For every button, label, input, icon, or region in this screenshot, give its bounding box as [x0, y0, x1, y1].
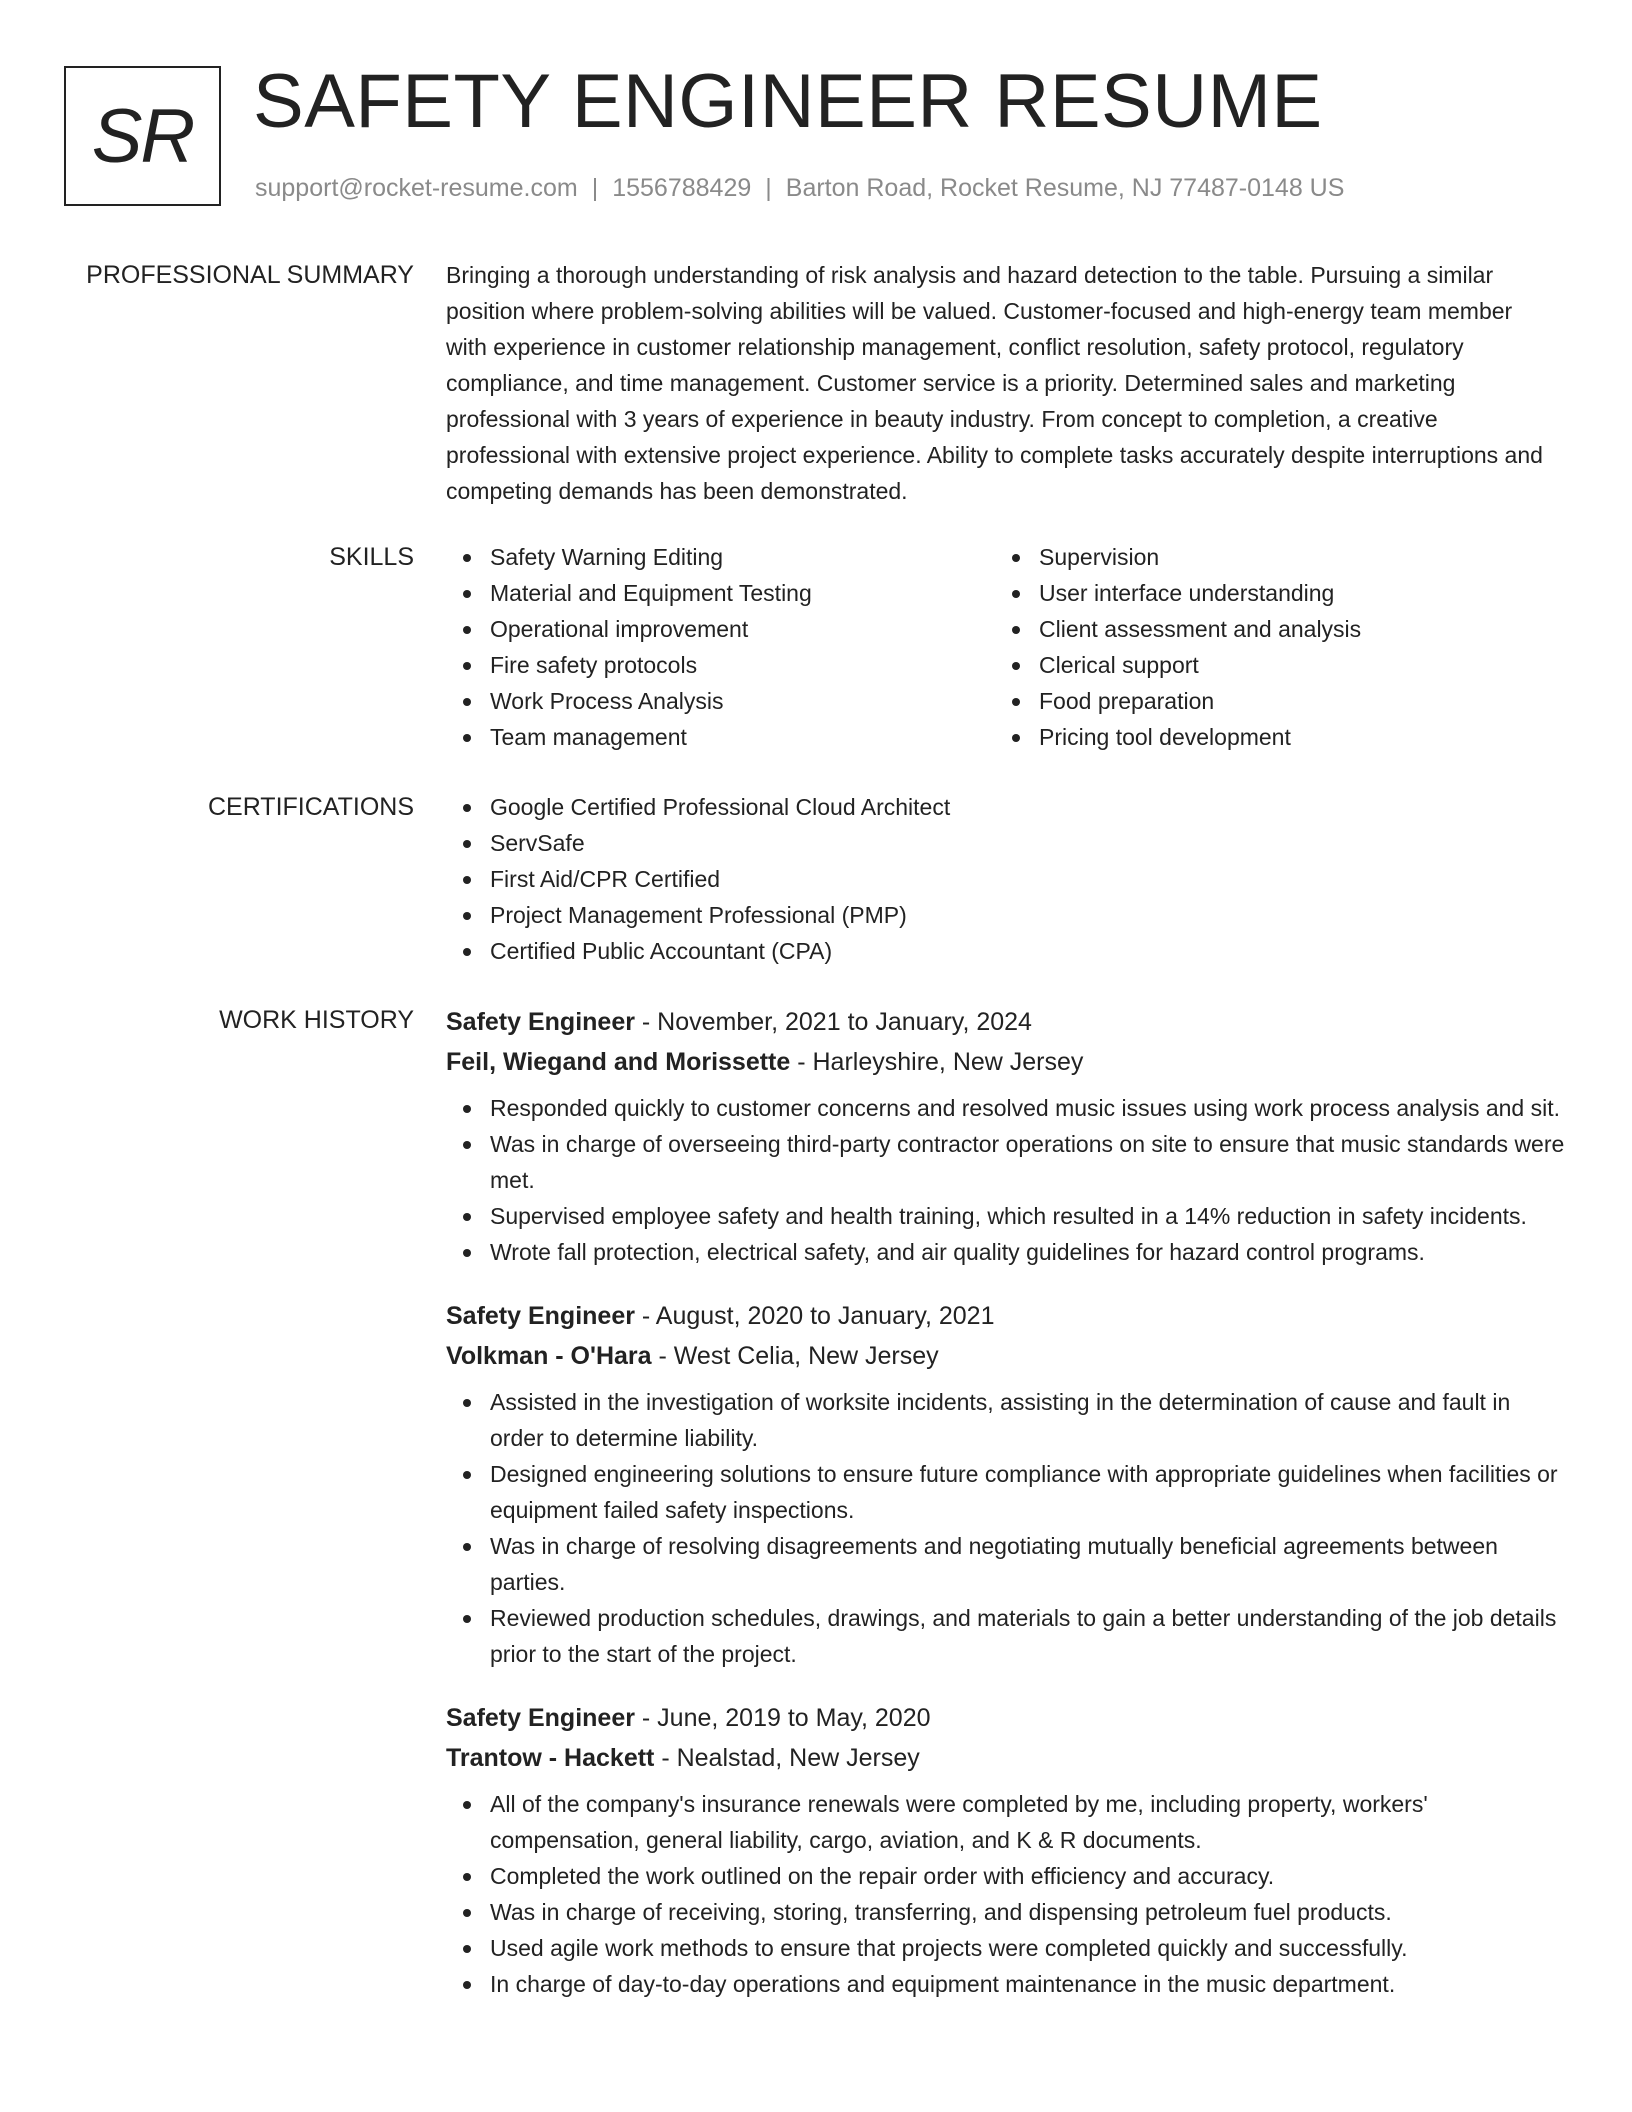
skills-heading: SKILLS: [329, 543, 414, 571]
job-dates: November, 2021 to January, 2024: [657, 1008, 1032, 1036]
job-entry: [446, 1296, 1566, 1672]
job-company: Feil, Wiegand and Morissette: [446, 1048, 791, 1076]
certification-item: ServSafe: [446, 825, 1566, 861]
skill-item: Material and Equipment Testing: [446, 575, 995, 611]
skill-item: Food preparation: [995, 683, 1544, 719]
job-location: West Celia, New Jersey: [673, 1342, 939, 1370]
job-dates: August, 2020 to January, 2021: [655, 1302, 995, 1330]
summary-text: Bringing a thorough understanding of risk analysis and hazard detection to the table. Pursuing a similar position where problem-solving abilities will be valued. Customer-focused and high-energy team member with experience in customer relationship management, conflict resolution, safety protocol, regulatory compliance, and time management. Customer service is a priority. Determined sales and marketing professional with 3 years of experience in beauty industry. From concept to completion, a creative professional with extensive project experience. Ability to complete tasks accurately despite interruptions and competing demands has been demonstrated.: [446, 262, 1543, 504]
job-bullet: Reviewed production schedules, drawings, and materials to gain a better understanding of the job details prior to the start of the project.: [446, 1600, 1566, 1672]
job-bullet: Supervised employee safety and health training, which resulted in a 14% reduction in safety incidents.: [446, 1198, 1566, 1234]
certification-item: First Aid/CPR Certified: [446, 861, 1566, 897]
skills-column-left: [446, 539, 995, 755]
monogram-logo: SR: [64, 66, 221, 206]
contact-line: [255, 174, 1344, 203]
certification-item: Certified Public Accountant (CPA): [446, 933, 1566, 969]
skill-item: Client assessment and analysis: [995, 611, 1544, 647]
skill-item: Pricing tool development: [995, 719, 1544, 755]
skill-item: Supervision: [995, 539, 1544, 575]
skill-item: Team management: [446, 719, 995, 755]
contact-separator: |: [591, 174, 599, 202]
contact-separator: |: [765, 174, 772, 202]
job-bullet: All of the company's insurance renewals were completed by me, including property, workers' compensation, general liability, cargo, aviation, and K & R documents.: [446, 1786, 1566, 1858]
job-bullet: Responded quickly to customer concerns and resolved music issues using work process analysis and sit.: [446, 1090, 1566, 1126]
job-company-line: [446, 1042, 1566, 1082]
certification-item: Google Certified Professional Cloud Architect: [446, 789, 1566, 825]
job-bullet: Was in charge of resolving disagreements and negotiating mutually beneficial agreements between parties.: [446, 1528, 1566, 1600]
job-title: Safety Engineer: [446, 1008, 635, 1036]
job-title-line: [446, 1296, 1566, 1336]
skill-item: User interface understanding: [995, 575, 1544, 611]
job-location: Nealstad, New Jersey: [676, 1744, 920, 1772]
job-bullet: Wrote fall protection, electrical safety, and air quality guidelines for hazard control programs.: [446, 1234, 1566, 1270]
job-bullet: Was in charge of receiving, storing, transferring, and dispensing petroleum fuel products.: [446, 1894, 1566, 1930]
job-entry: [446, 1002, 1566, 1270]
job-bullet: Used agile work methods to ensure that projects were completed quickly and successfully.: [446, 1930, 1566, 1966]
skill-item: Fire safety protocols: [446, 647, 995, 683]
certifications-heading: CERTIFICATIONS: [207, 793, 414, 821]
job-location: Harleyshire, New Jersey: [812, 1048, 1084, 1076]
dash-separator: -: [634, 1704, 658, 1732]
job-bullet: Was in charge of overseeing third-party contractor operations on site to ensure that music standards were met.: [446, 1126, 1566, 1198]
job-title-line: [446, 1698, 1566, 1738]
skill-item: Clerical support: [995, 647, 1544, 683]
job-company-line: [446, 1738, 1566, 1778]
job-bullet: Assisted in the investigation of worksite incidents, assisting in the determination of cause and fault in order to determine liability.: [446, 1384, 1566, 1456]
resume-header: [0, 0, 1632, 220]
job-bullet: Completed the work outlined on the repair order with efficiency and accuracy.: [446, 1858, 1566, 1894]
job-entry: [446, 1698, 1566, 2002]
dash-separator: -: [651, 1342, 674, 1370]
summary-heading: PROFESSIONAL SUMMARY: [86, 261, 414, 289]
job-bullet: In charge of day-to-day operations and equipment maintenance in the music department.: [446, 1966, 1566, 2002]
job-title: Safety Engineer: [446, 1704, 635, 1732]
page-title: SAFETY ENGINEER RESUME: [253, 59, 1323, 144]
contact-email[interactable]: support@rocket-resume.com: [255, 174, 578, 202]
dash-separator: -: [790, 1048, 813, 1076]
job-bullet: Designed engineering solutions to ensure future compliance with appropriate guidelines when facilities or equipment failed safety inspections.: [446, 1456, 1566, 1528]
job-title: Safety Engineer: [446, 1302, 635, 1330]
skill-item: Work Process Analysis: [446, 683, 995, 719]
dash-separator: -: [634, 1302, 656, 1330]
dash-separator: -: [654, 1744, 677, 1772]
job-title-line: [446, 1002, 1566, 1042]
job-dates: June, 2019 to May, 2020: [657, 1704, 931, 1732]
skills-column-right: [995, 539, 1544, 755]
job-company: Volkman - O'Hara: [446, 1342, 652, 1370]
skill-item: Safety Warning Editing: [446, 539, 995, 575]
skill-item: Operational improvement: [446, 611, 995, 647]
job-company: Trantow - Hackett: [446, 1744, 655, 1772]
certification-item: Project Management Professional (PMP): [446, 897, 1566, 933]
dash-separator: -: [634, 1008, 658, 1036]
work-history-heading: WORK HISTORY: [219, 1006, 414, 1034]
contact-phone[interactable]: 1556788429: [612, 174, 752, 202]
contact-address: Barton Road, Rocket Resume, NJ 77487-0148 US: [785, 174, 1345, 202]
job-company-line: [446, 1336, 1566, 1376]
